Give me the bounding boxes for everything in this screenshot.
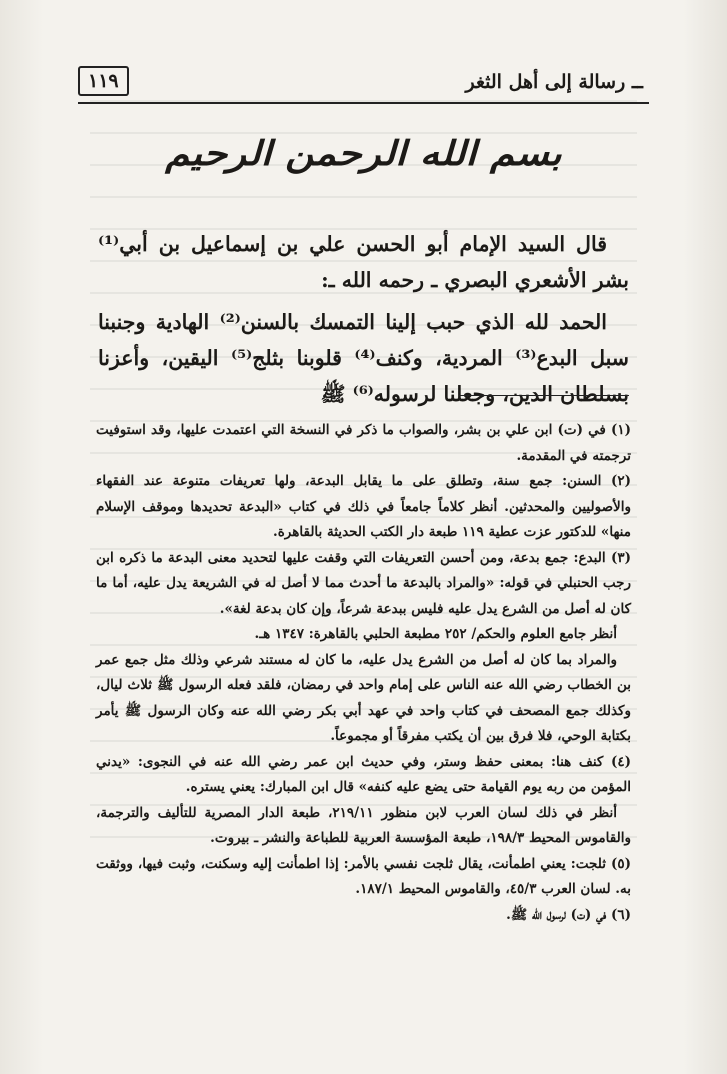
footnote-4-source: أنظر في ذلك لسان العرب لابن منظور ٢١٩/١١، طبعة الدار المصرية للتأليف والترجمة، والقاموس المحيط ١٩٨/٣، طبعة المؤسسة العربية للطباعة والنشر ـ بيروت. [96, 804, 631, 846]
footnote-4: (٤) كنف هنا: بمعنى حفظ وستر، وفي حديث ابن عمر رضي الله عنه في النجوى: «يدني المؤمن من ربه يوم القيامة حتى يضع عليه كنفه» قال ابن المبارك: يعني يستره. [96, 753, 631, 795]
footnotes [96, 418, 631, 928]
basmala-text: بسم الله الرحمن الرحيم [165, 134, 562, 174]
main-paragraph-2: الحمد لله الذي حبب إلينا التمسك بالسنن⁽²⁾ الهادية وجنبنا سبل البدع⁽³⁾ المردية، وكنف⁽⁴⁾ قلوبنا بثلج⁽⁵⁾ اليقين، وأعزنا بسلطان الدين، وجعلنا لرسوله⁽⁶⁾ ﷺ [98, 310, 629, 406]
footnote-3-continuation: والمراد بما كان له أصل من الشرع يدل عليه، ما كان له مستند شرعي وذلك مثل جمع عمر بن الخطاب رضي الله عنه الناس على إمام واحد في رمضان، فلقد فعله الرسول ﷺ ثلاث ليال، وكذلك جمع المصحف في كتاب واحد في عهد أبي بكر رضي الله عنه وكان الرسول ﷺ يأمر بكتابة الوحي، فلا فرق بين أن يكتب مفرقاً أو مجموعاً. [96, 651, 631, 744]
main-text [98, 226, 629, 418]
basmala-calligraphy [0, 118, 727, 190]
page-header [78, 62, 649, 104]
footnote-divider [459, 395, 629, 396]
running-title: ــ رسالة إلى أهل الثغر [465, 71, 643, 93]
footnote-3-source: أنظر جامع العلوم والحكم/ ٢٥٢ مطبعة الحلبي بالقاهرة: ١٣٤٧ هـ. [254, 626, 617, 642]
footnote-2: (٢) السنن: جمع سنة، وتطلق على ما يقابل البدعة، ولها تعريفات متنوعة عند الفقهاء والأصوليين والمحدثين. أنظر كلاماً جامعاً في ذلك في كتاب «البدعة تحديدها وموقف الإسلام منها» للدكتور عزت عطية ١١٩ طبعة دار الكتب الحديثة بالقاهرة. [96, 473, 631, 540]
footnote-1: (١) في (ت) ابن علي بن بشر، والصواب ما ذكر في النسخة التي اعتمدت عليها، وقد استوفيت ترجمته في المقدمة. [96, 422, 631, 464]
footnote-5: (٥) ثلجت: يعني اطمأنت، يقال ثلجت نفسي بالأمر: إذا اطمأنت إليه وسكنت، وثبت فيها، ووثقت به. لسان العرب ٤٥/٣، والقاموس المحيط ١٨٧/١. [96, 855, 631, 897]
page-number: ١١٩ [78, 66, 129, 96]
footnote-3: (٣) البدع: جمع بدعة، ومن أحسن التعريفات التي وقفت عليها لتحديد معنى البدعة ما ذكره ابن رجب الحنبلي في قوله: «والمراد بالبدعة ما أحدث مما لا أصل له في الشريعة يدل عليه، أما ما كان له أصل من الشرع يدل عليه فليس ببدعة شرعاً، وإن كان بدعة لغة». [96, 549, 631, 617]
main-paragraph-1: قال السيد الإمام أبو الحسن علي بن إسماعيل بن أبي⁽¹⁾ بشر الأشعري البصري ـ رحمه الله ـ: [98, 232, 629, 292]
footnote-6: (٦) في (ت) لرسول الله ﷺ. [506, 906, 631, 923]
